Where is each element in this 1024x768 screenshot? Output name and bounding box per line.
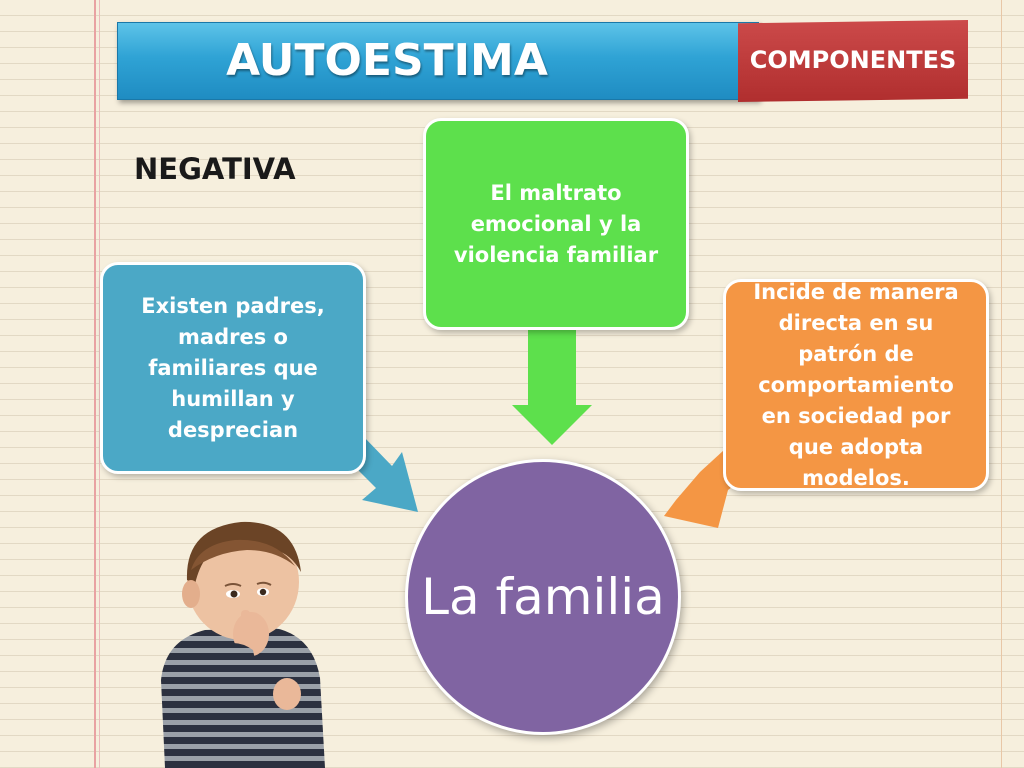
arrow-top-to-center — [512, 330, 592, 445]
node-right-incide: Incide de manera directa en su patrón de comportamiento en sociedad por que adopta modelos. — [723, 279, 989, 491]
node-top-maltrato: El maltrato emocional y la violencia familiar — [423, 118, 689, 330]
child-image — [155, 510, 335, 768]
node-left-padres: Existen padres, madres o familiares que humillan y desprecian — [100, 262, 366, 474]
center-node-la-familia: La familia — [405, 459, 681, 735]
subtitle-negativa: NEGATIVA — [134, 152, 296, 186]
page-title: AUTOESTIMA — [226, 34, 548, 86]
ribbon-label: COMPONENTES — [749, 46, 957, 74]
